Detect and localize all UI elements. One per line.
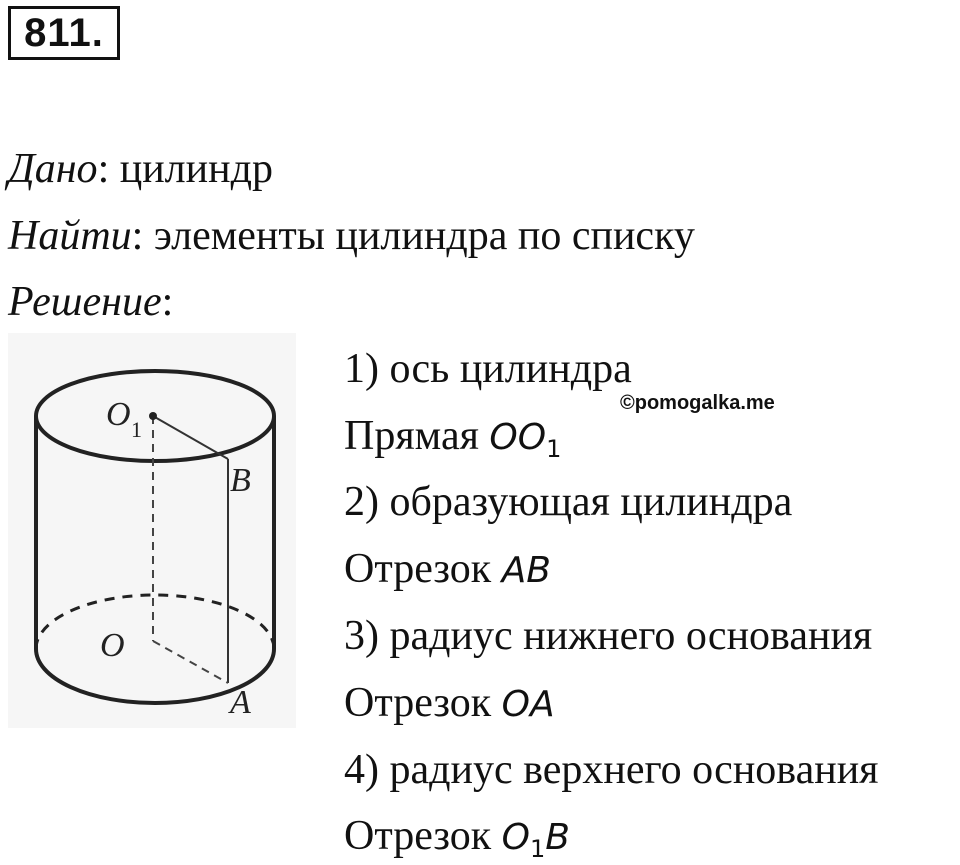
answer-word: Прямая: [344, 413, 479, 459]
given-text: : цилиндр: [97, 146, 273, 192]
solution-line: [8, 278, 173, 326]
given-line: [8, 145, 273, 193]
item-2-title: 2) образующая цилиндра: [344, 479, 793, 525]
watermark: ©pomogalka.me: [620, 392, 775, 414]
find-label: Найти: [8, 213, 132, 259]
answer-math: $OO_1$: [489, 417, 562, 464]
item-1-answer: [344, 412, 561, 463]
solution-colon: :: [161, 279, 174, 325]
label-o1-sub: 1: [131, 417, 142, 442]
item-2-answer: [344, 545, 551, 596]
item-4-answer: [344, 812, 570, 863]
cylinder-figure: [8, 333, 296, 728]
cylinder-drawing: [8, 333, 296, 728]
answer-word: Отрезок: [344, 813, 492, 859]
item-1-title: 1) ось цилиндра: [344, 346, 632, 392]
answer-math: AB: [501, 550, 551, 591]
label-o: O: [100, 627, 125, 664]
find-line: [8, 212, 695, 260]
label-o1: O: [106, 396, 131, 433]
item-3-answer: [344, 679, 555, 730]
find-text: : элементы цилиндра по списку: [131, 213, 695, 259]
problem-number: 811.: [8, 6, 120, 60]
solution-label: Решение: [8, 279, 162, 325]
answer-word: Отрезок: [344, 546, 492, 592]
given-label: Дано: [8, 146, 98, 192]
label-a: A: [230, 684, 251, 721]
item-4-title: 4) радиус верхнего основания: [344, 747, 879, 793]
answer-word: Отрезок: [344, 680, 492, 726]
label-b: B: [230, 462, 251, 499]
answer-math: $O_1B$: [501, 817, 570, 864]
answer-math: OA: [501, 684, 555, 725]
item-3-title: 3) радиус нижнего основания: [344, 613, 873, 659]
